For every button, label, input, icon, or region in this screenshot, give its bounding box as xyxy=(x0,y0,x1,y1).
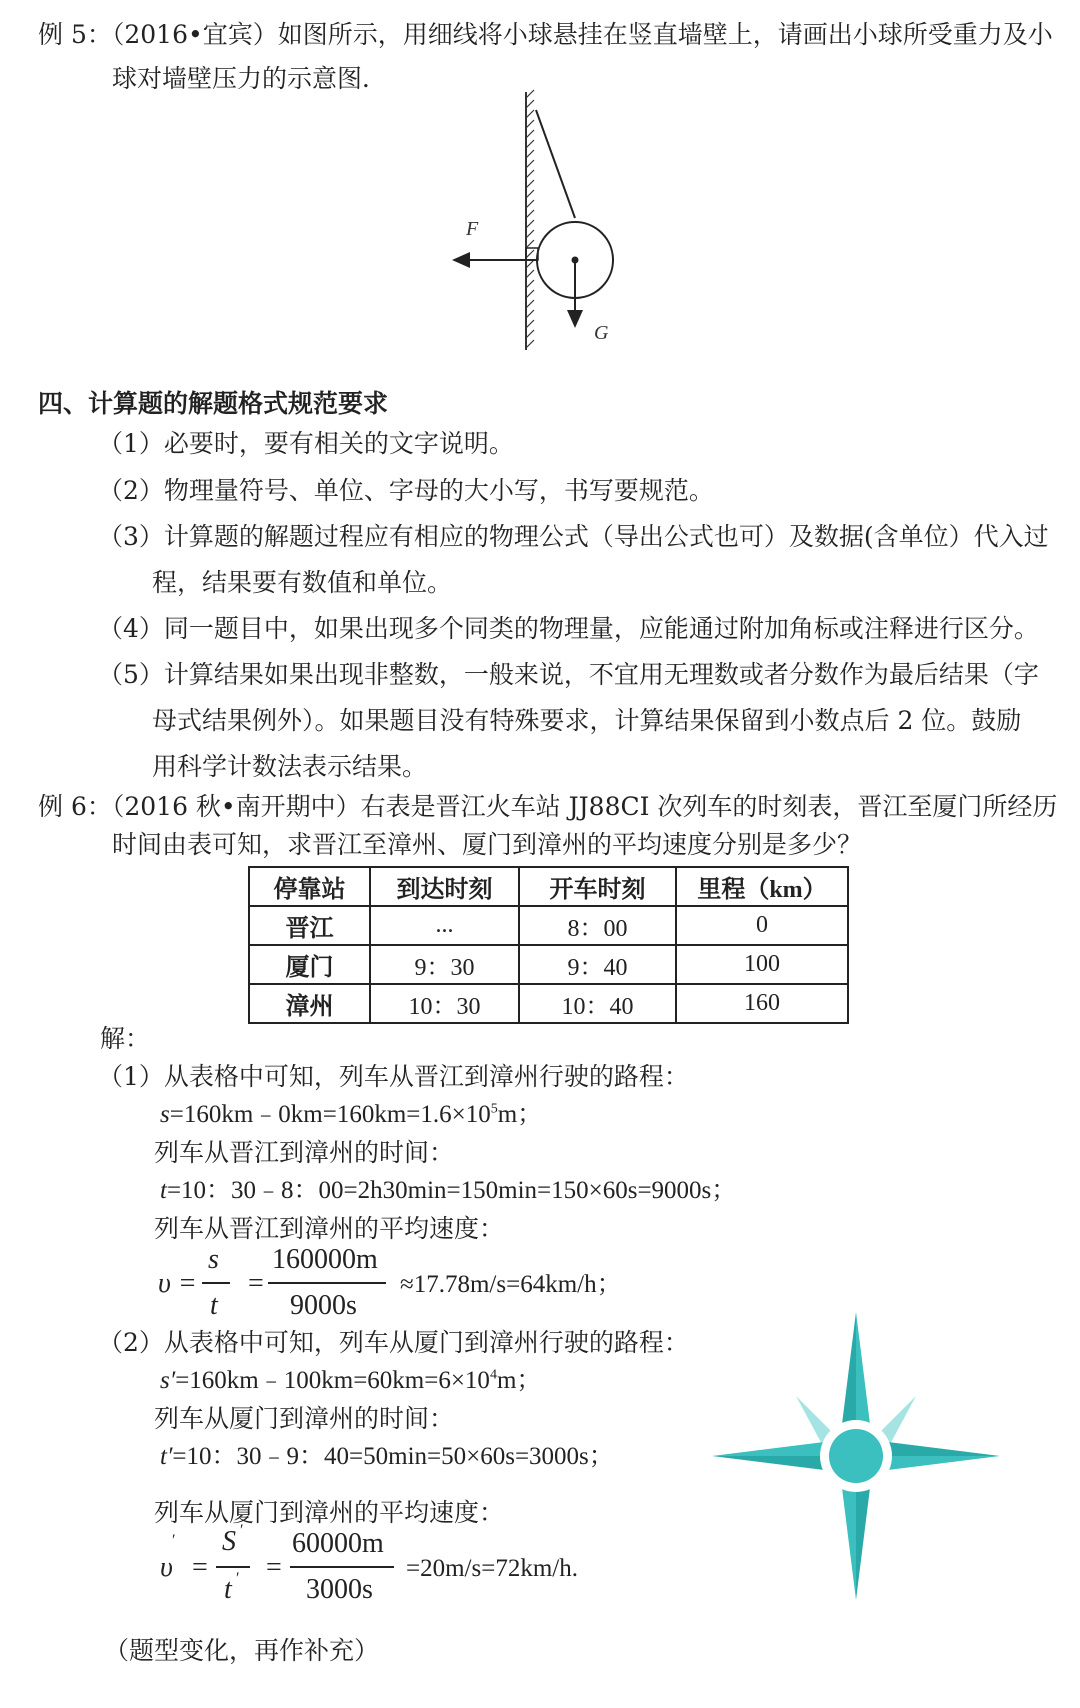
time-expr: =10：30﹣8：00=2h30min=150min=150×60s=9000s； xyxy=(166,1177,737,1204)
table-cell: 8：00 xyxy=(519,906,676,945)
part1-intro: （1）从表格中可知，列车从晋江到漳州行驶的路程： xyxy=(98,1062,689,1091)
distance-expr: =160km﹣0km=160km=1.6×10 xyxy=(169,1101,491,1128)
footer-note: （题型变化，再作补充） xyxy=(104,1636,380,1665)
table-row xyxy=(249,984,848,1023)
table-cell: 10：40 xyxy=(519,984,676,1023)
table-cell: 9：40 xyxy=(519,945,676,984)
table-cell: 100 xyxy=(676,945,848,984)
table-cell: 10：30 xyxy=(370,984,519,1023)
formula1-v: υ = xyxy=(158,1268,197,1299)
section4-item-5-cont1: 母式结果例外）。如果题目没有特殊要求，计算结果保留到小数点后 2 位。鼓励 xyxy=(152,706,1022,735)
formula2-num: S xyxy=(222,1526,236,1557)
string xyxy=(536,110,575,218)
table-cell: 晋江 xyxy=(249,906,370,945)
part1-distance xyxy=(160,1098,542,1132)
section4-item-1: （1）必要时，要有相关的文字说明。 xyxy=(98,429,514,458)
exponent: 5 xyxy=(490,1101,498,1117)
part2-intro: （2）从表格中可知，列车从厦门到漳州行驶的路程： xyxy=(98,1328,689,1357)
formula1-result: ≈17.78m/s=64km/h； xyxy=(400,1271,622,1298)
table-row xyxy=(249,906,848,945)
table-cell: 厦门 xyxy=(249,945,370,984)
table-cell: 160 xyxy=(676,984,848,1023)
table-header-row xyxy=(249,867,848,906)
part1-speed-intro: 列车从晋江到漳州的平均速度： xyxy=(154,1214,505,1243)
exponent: 4 xyxy=(489,1367,497,1383)
symbol-s: s xyxy=(160,1101,170,1128)
part2-time-intro: 列车从厦门到漳州的时间： xyxy=(154,1404,455,1433)
section4-title: 四、计算题的解题格式规范要求 xyxy=(38,389,389,418)
symbol-s-prime: s′ xyxy=(160,1367,176,1394)
table-cell: ... xyxy=(370,906,519,945)
formula1-eq: = xyxy=(248,1268,264,1299)
wall-hatching xyxy=(526,90,534,350)
formula2-eq1: = xyxy=(192,1552,208,1583)
formula2-num-prime: ′ xyxy=(240,1522,244,1539)
part1-time-intro: 列车从晋江到漳州的时间： xyxy=(154,1138,455,1167)
section4-item-3: （3）计算题的解题过程应有相应的物理公式（导出公式也可）及数据(含单位）代入过 xyxy=(98,522,1049,551)
part1-time xyxy=(160,1174,736,1208)
table-cell: 0 xyxy=(676,906,848,945)
example6-line2: 时间由表可知，求晋江至漳州、厦门到漳州的平均速度分别是多少？ xyxy=(112,830,863,859)
table-cell: 9：30 xyxy=(370,945,519,984)
timetable xyxy=(248,866,849,1024)
part2-time xyxy=(160,1440,614,1474)
time-expr: =10：30﹣9：40=50min=50×60s=3000s； xyxy=(172,1443,614,1470)
table-cell: 漳州 xyxy=(249,984,370,1023)
distance-expr: =160km﹣100km=60km=6×10 xyxy=(175,1367,490,1394)
solution-label: 解： xyxy=(100,1024,151,1053)
section4-item-4: （4）同一题目中，如果出现多个同类的物理量，应能通过附加角标或注释进行区分。 xyxy=(98,614,1039,643)
header-departure: 开车时刻 xyxy=(519,867,676,906)
section4-item-5: （5）计算结果如果出现非整数，一般来说，不宜用无理数或者分数作为最后结果（字 xyxy=(98,660,1039,689)
symbol-t-prime: t′ xyxy=(160,1443,173,1470)
distance-unit: m； xyxy=(496,1367,542,1394)
table-row xyxy=(249,945,848,984)
part2-distance xyxy=(160,1364,541,1398)
formula2-num2: 60000m xyxy=(292,1528,384,1559)
section4-item-2: （2）物理量符号、单位、字母的大小写，书写要规范。 xyxy=(98,476,714,505)
header-station: 停靠站 xyxy=(249,867,370,906)
formula2-den: t xyxy=(224,1574,232,1605)
formula2-eq2: = xyxy=(266,1552,282,1583)
formula2-result: =20m/s=72km/h. xyxy=(406,1555,578,1582)
wall-ball-figure xyxy=(420,88,640,358)
example5-line2: 球对墙壁压力的示意图． xyxy=(112,64,388,93)
section4-item-5-cont2: 用科学计数法表示结果。 xyxy=(152,752,428,781)
example6-line1: 例 6：（2016 秋•南开期中）右表是晋江火车站 JJ88CI 次列车的时刻表，晋江至厦门所经历 xyxy=(38,792,1058,821)
header-mileage: 里程（km） xyxy=(676,867,848,906)
label-G: G xyxy=(594,322,609,344)
part2-speed-intro: 列车从厦门到漳州的平均速度： xyxy=(154,1498,505,1527)
formula1-den2: 9000s xyxy=(290,1290,357,1321)
formula2-v-prime: ′ xyxy=(172,1532,176,1549)
header-arrival: 到达时刻 xyxy=(370,867,519,906)
formula1-num2: 160000m xyxy=(272,1244,378,1275)
label-F: F xyxy=(466,218,479,240)
formula1-num: s xyxy=(208,1244,219,1275)
formula2-den-prime: ′ xyxy=(236,1570,240,1587)
symbol-t: t xyxy=(160,1177,167,1204)
formula1-den: t xyxy=(210,1290,218,1321)
compass-star-icon xyxy=(706,1306,1006,1606)
formula2-den2: 3000s xyxy=(306,1574,373,1605)
distance-unit: m； xyxy=(497,1101,543,1128)
section4-item-3-cont: 程，结果要有数值和单位。 xyxy=(152,568,453,597)
example5-line1: 例 5：（2016•宜宾）如图所示，用细线将小球悬挂在竖直墙壁上，请画出小球所受重力及小 xyxy=(38,20,1053,49)
formula2-v: υ xyxy=(160,1552,173,1583)
